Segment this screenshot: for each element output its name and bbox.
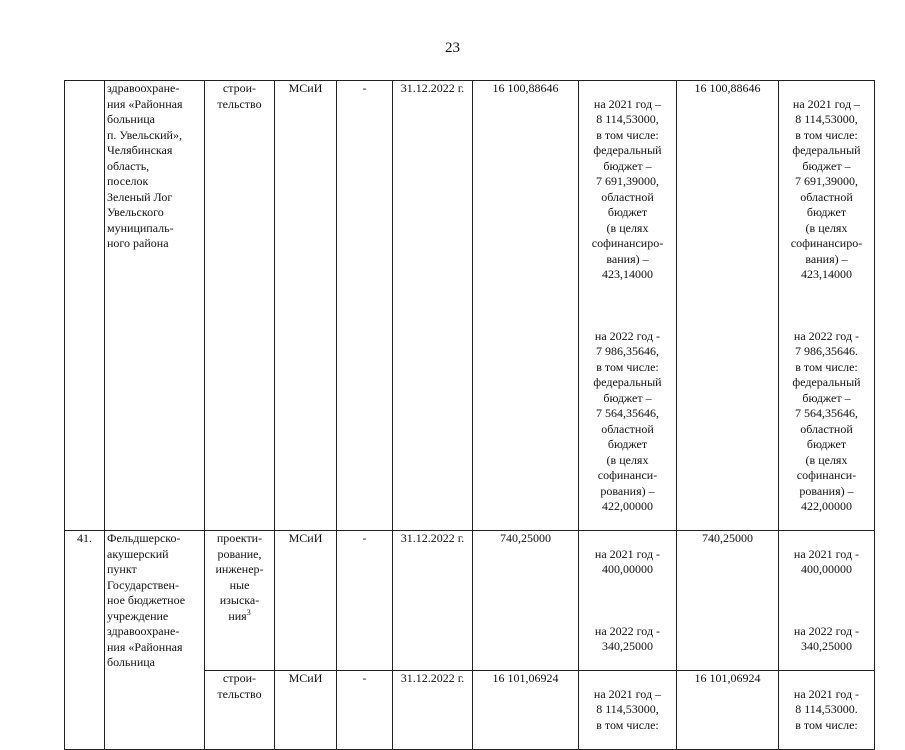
funding-breakdown <box>579 531 677 671</box>
funding2-2021: на 2021 год - 400,00000 <box>793 546 860 576</box>
customer: МСиИ <box>275 531 337 671</box>
deadline: 31.12.2022 г. <box>393 531 473 671</box>
page-number: 23 <box>445 40 460 56</box>
deadline: 31.12.2022 г. <box>393 81 473 531</box>
footnote-mark: 3 <box>246 607 251 617</box>
row-number <box>65 81 105 531</box>
construction-objects-table <box>64 80 875 750</box>
funding-breakdown-2 <box>779 81 875 531</box>
funding-2022: на 2022 год - 7 986,35646, в том числе: федеральный бюджет – 7 564,35646, областной бюджет (в целях софинанси- рования) – 422,00000 <box>593 328 662 513</box>
work-type: строи- тельство <box>205 671 275 750</box>
estimated-cost: 16 100,88646 <box>473 81 579 531</box>
estimated-cost: 740,25000 <box>473 531 579 671</box>
funding-2021: на 2021 год – 8 114,53000, в том числе: федеральный бюджет – 7 691,39000, областной бюджет (в целях софинансиро- вания) – 423,14000 <box>591 96 664 281</box>
funding2-2022: на 2022 год - 340,25000 <box>793 623 860 653</box>
work-type: строи- тельство <box>205 81 275 531</box>
funding2-2021: на 2021 год - 8 114,53000. в том числе: <box>793 686 860 732</box>
limit-amount: 740,25000 <box>677 531 779 671</box>
work-type: проекти- рование, инженер- ные изыска- ния$^3$ <box>205 531 275 671</box>
funding-2021: на 2021 год - 400,00000 <box>594 546 661 576</box>
limit-amount: 16 101,06924 <box>677 671 779 750</box>
table-row <box>65 81 875 531</box>
funding-breakdown-2 <box>779 671 875 750</box>
dash-cell: - <box>337 671 393 750</box>
funding-2022: на 2022 год - 340,25000 <box>594 623 661 653</box>
dash-cell: - <box>337 531 393 671</box>
object-name: здравоохране- ния «Районная больница п. Увельский», Челябинская область, поселок Зеленый Лог Увельского муниципаль- ного района <box>105 81 205 531</box>
funding-breakdown-2 <box>779 531 875 671</box>
limit-amount: 16 100,88646 <box>677 81 779 531</box>
customer: МСиИ <box>275 671 337 750</box>
row-number: 41. <box>65 531 105 750</box>
funding2-2022: на 2022 год - 7 986,35646. в том числе: федеральный бюджет – 7 564,35646, областной бюджет (в целях софинанси- рования) – 422,00000 <box>792 328 861 513</box>
dash-cell: - <box>337 81 393 531</box>
estimated-cost: 16 101,06924 <box>473 671 579 750</box>
funding2-2021: на 2021 год – 8 114,53000, в том числе: федеральный бюджет – 7 691,39000, областной бюджет (в целях софинансиро- вания) – 423,14000 <box>790 96 863 281</box>
funding-2021: на 2021 год – 8 114,53000, в том числе: <box>593 686 662 732</box>
deadline: 31.12.2022 г. <box>393 671 473 750</box>
funding-breakdown <box>579 81 677 531</box>
customer: МСиИ <box>275 81 337 531</box>
object-name: Фельдшерско- акушерский пункт Государствен- ное бюджетное учреждение здравоохране- ния «Районная больница <box>105 531 205 750</box>
funding-breakdown <box>579 671 677 750</box>
table-row <box>65 531 875 671</box>
